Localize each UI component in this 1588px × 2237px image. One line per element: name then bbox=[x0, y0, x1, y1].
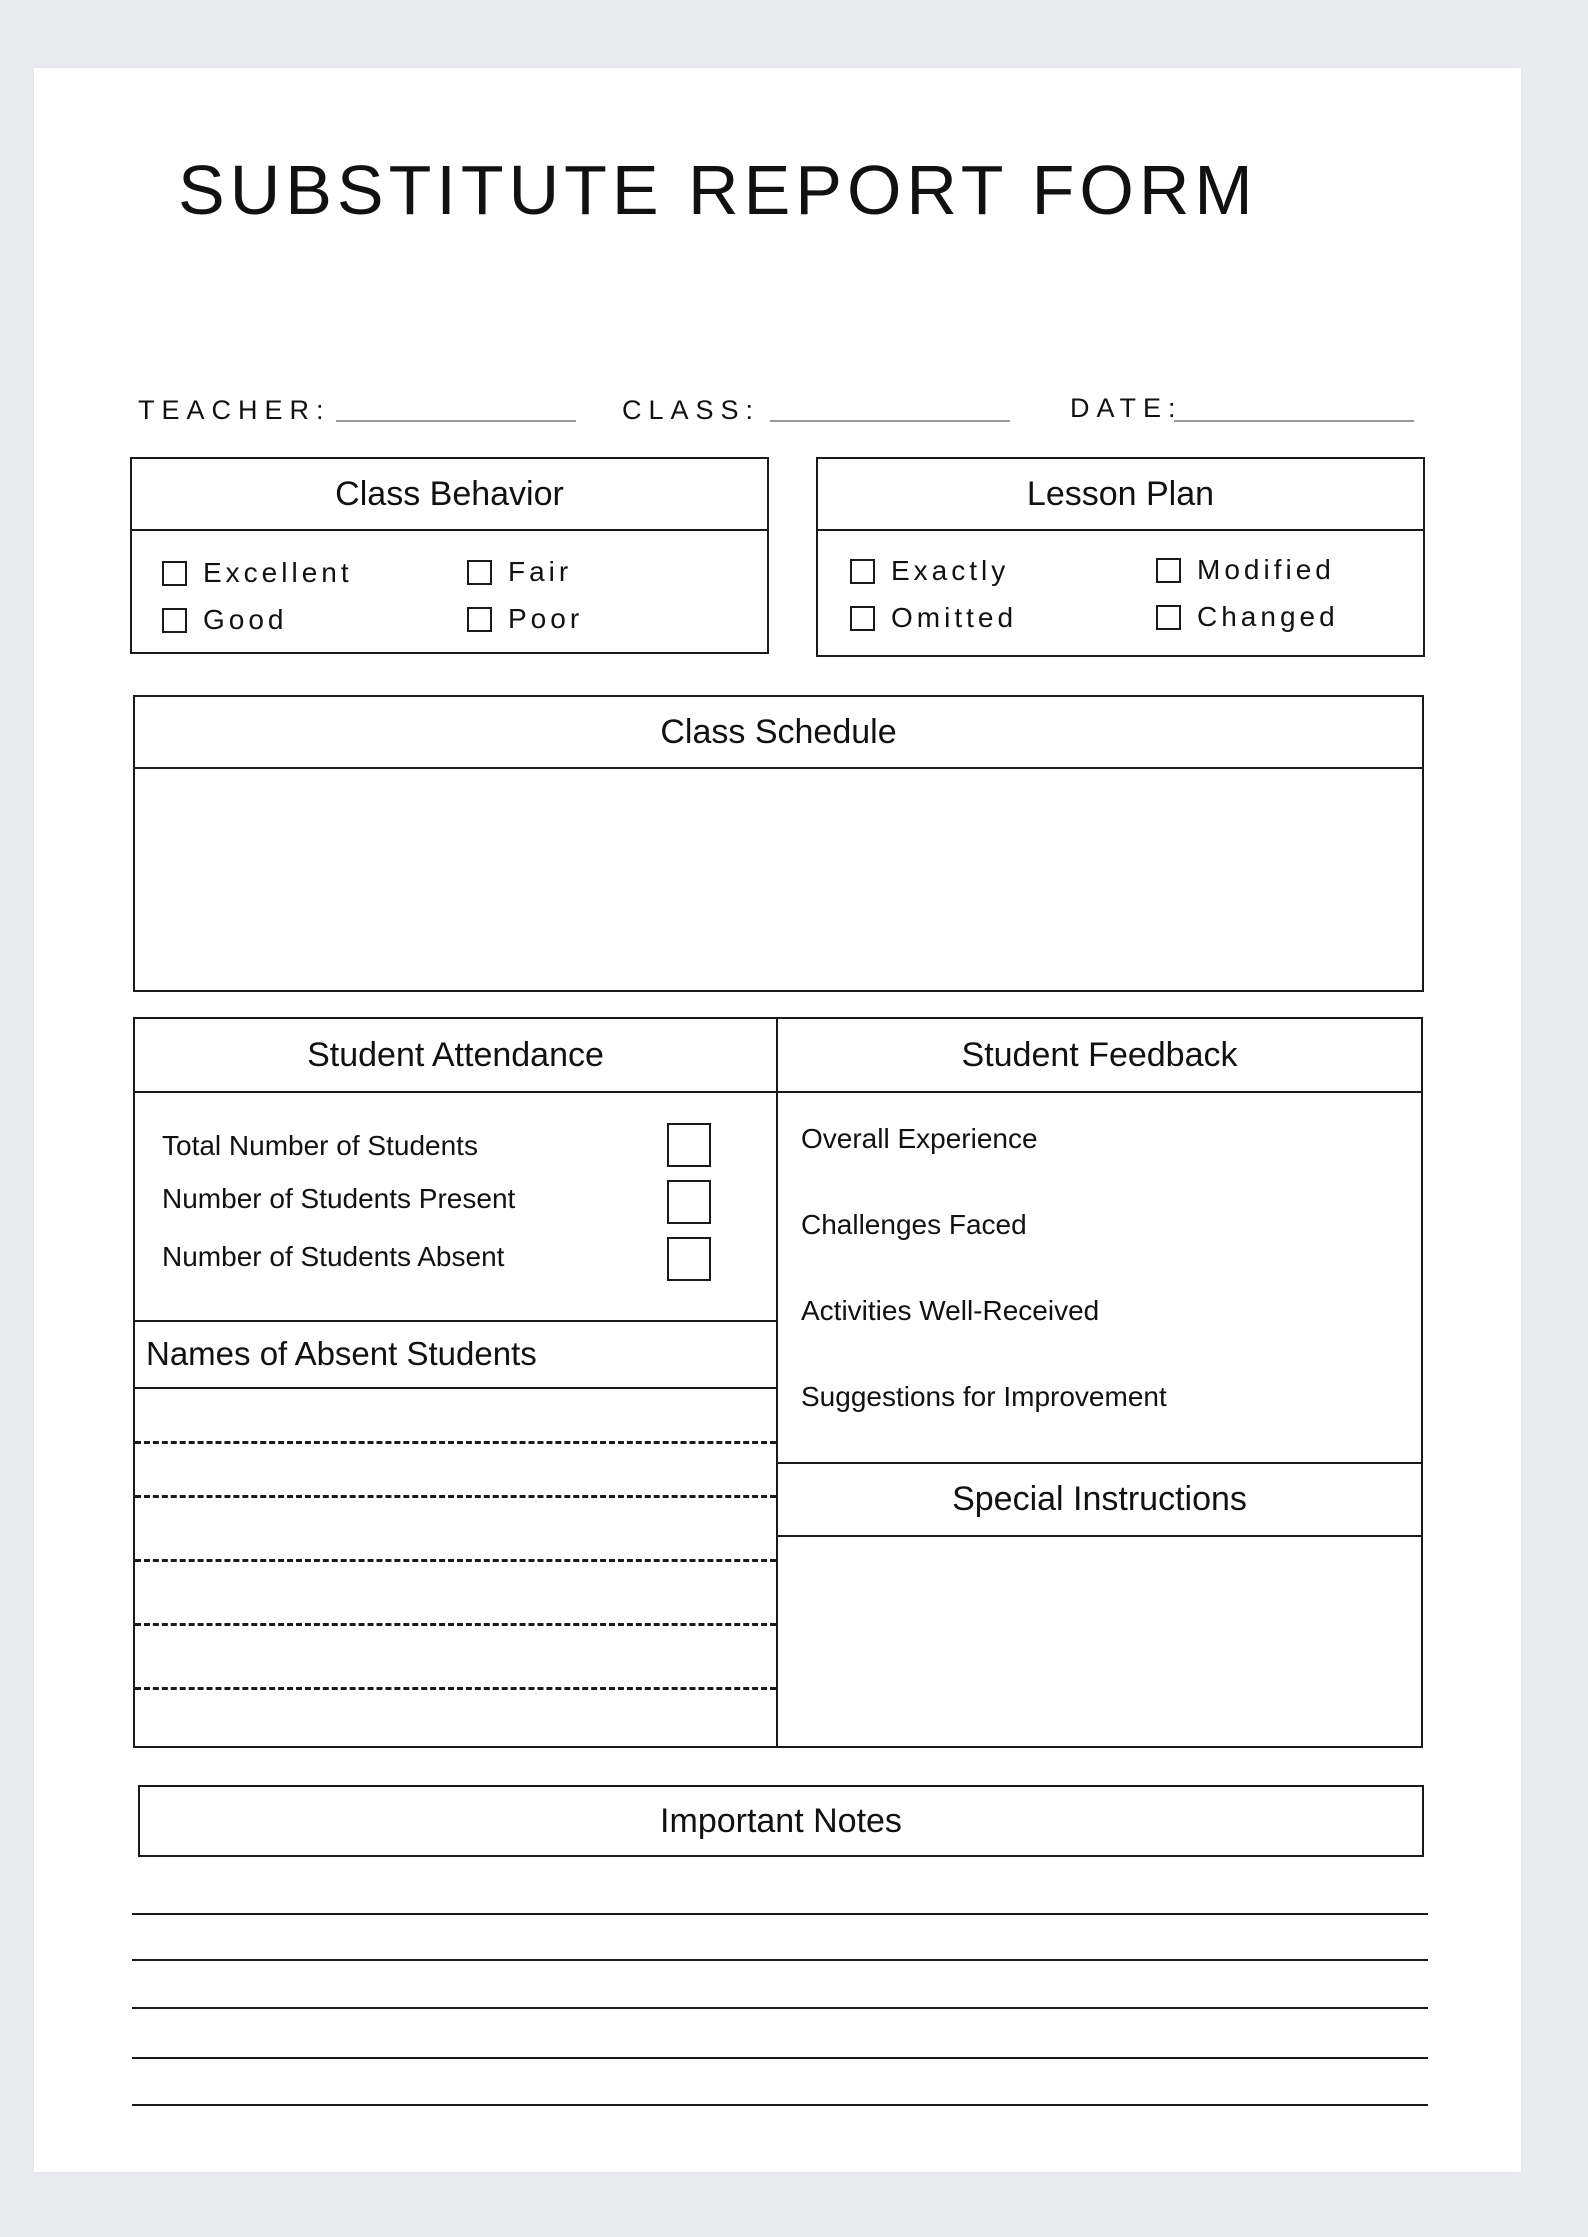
special-instructions-area[interactable] bbox=[778, 1537, 1421, 1746]
total-students-label: Total Number of Students bbox=[162, 1130, 478, 1161]
note-line[interactable] bbox=[132, 2104, 1428, 2106]
absent-name-line[interactable] bbox=[135, 1623, 776, 1626]
lesson-plan-box bbox=[816, 457, 1425, 657]
date-label: DATE: bbox=[1070, 393, 1183, 423]
present-students-box[interactable] bbox=[667, 1180, 711, 1224]
absent-name-line[interactable] bbox=[135, 1441, 776, 1444]
feedback-challenges-faced: Challenges Faced bbox=[801, 1209, 1027, 1240]
checkbox[interactable] bbox=[850, 559, 875, 584]
note-line[interactable] bbox=[132, 1913, 1428, 1915]
class-behavior-heading: Class Behavior bbox=[132, 459, 767, 531]
total-students-box[interactable] bbox=[667, 1123, 711, 1167]
teacher-field[interactable] bbox=[336, 420, 576, 422]
absent-students-label: Number of Students Absent bbox=[162, 1241, 505, 1272]
absent-name-line[interactable] bbox=[135, 1687, 776, 1690]
divider bbox=[135, 1320, 776, 1322]
class-schedule-area[interactable] bbox=[135, 769, 1422, 990]
note-line[interactable] bbox=[132, 2057, 1428, 2059]
page-title: SUBSTITUTE REPORT FORM bbox=[178, 151, 1258, 229]
important-notes-box bbox=[138, 1785, 1424, 1857]
checkbox[interactable] bbox=[850, 606, 875, 631]
checkbox[interactable] bbox=[162, 608, 187, 633]
checkbox[interactable] bbox=[467, 607, 492, 632]
student-feedback-heading: Student Feedback bbox=[778, 1019, 1421, 1093]
feedback-box bbox=[776, 1017, 1423, 1748]
behavior-option-poor[interactable]: Poor bbox=[467, 603, 583, 635]
behavior-option-fair[interactable]: Fair bbox=[467, 556, 572, 588]
feedback-overall-experience: Overall Experience bbox=[801, 1123, 1038, 1154]
lesson-plan-heading: Lesson Plan bbox=[818, 459, 1423, 531]
class-schedule-heading: Class Schedule bbox=[135, 697, 1422, 769]
feedback-suggestions: Suggestions for Improvement bbox=[801, 1381, 1167, 1412]
absent-names-heading: Names of Absent Students bbox=[146, 1335, 537, 1372]
note-line[interactable] bbox=[132, 2007, 1428, 2009]
student-attendance-heading: Student Attendance bbox=[135, 1019, 776, 1093]
class-schedule-box bbox=[133, 695, 1424, 992]
class-field[interactable] bbox=[770, 420, 1010, 422]
present-students-label: Number of Students Present bbox=[162, 1183, 516, 1214]
important-notes-heading: Important Notes bbox=[660, 1801, 902, 1840]
divider bbox=[135, 1387, 776, 1389]
checkbox[interactable] bbox=[467, 560, 492, 585]
class-behavior-box bbox=[130, 457, 769, 654]
note-line[interactable] bbox=[132, 1959, 1428, 1961]
absent-name-line[interactable] bbox=[135, 1495, 776, 1498]
checkbox[interactable] bbox=[1156, 605, 1181, 630]
absent-students-box[interactable] bbox=[667, 1237, 711, 1281]
special-instructions-heading: Special Instructions bbox=[778, 1462, 1421, 1537]
checkbox[interactable] bbox=[162, 561, 187, 586]
teacher-label: TEACHER: bbox=[138, 395, 331, 425]
lesson-option-exactly[interactable]: Exactly bbox=[850, 555, 1009, 587]
attendance-box bbox=[133, 1017, 778, 1748]
date-field[interactable] bbox=[1174, 420, 1414, 422]
absent-name-line[interactable] bbox=[135, 1559, 776, 1562]
checkbox[interactable] bbox=[1156, 558, 1181, 583]
class-label: CLASS: bbox=[622, 395, 761, 425]
behavior-option-good[interactable]: Good bbox=[162, 604, 288, 636]
lesson-option-omitted[interactable]: Omitted bbox=[850, 602, 1017, 634]
lesson-option-modified[interactable]: Modified bbox=[1156, 554, 1335, 586]
lesson-option-changed[interactable]: Changed bbox=[1156, 601, 1339, 633]
feedback-activities-well-received: Activities Well-Received bbox=[801, 1295, 1100, 1326]
behavior-option-excellent[interactable]: Excellent bbox=[162, 557, 353, 589]
